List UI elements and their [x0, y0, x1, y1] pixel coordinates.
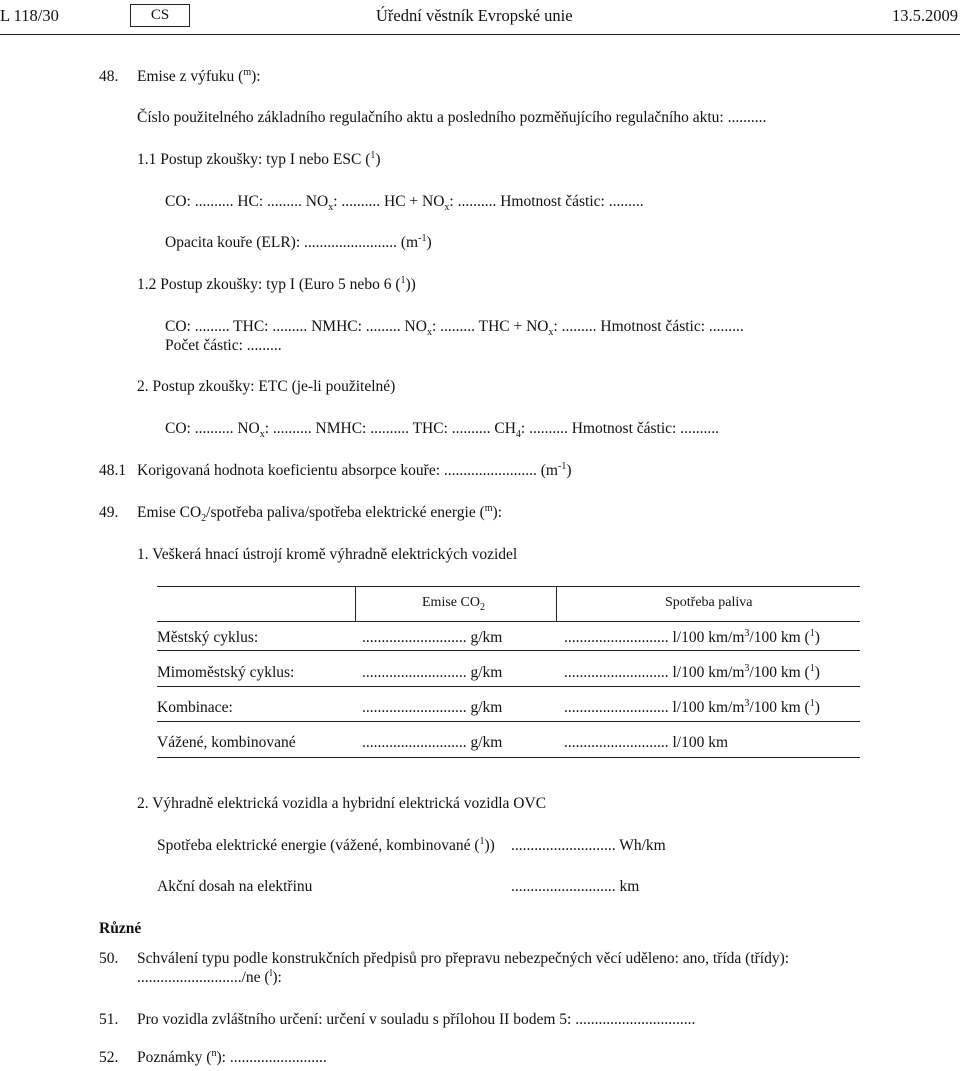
table-bottom-rule — [157, 757, 860, 758]
table-row-rule — [157, 650, 860, 651]
table-row-rule — [157, 721, 860, 722]
row-urban-co2: ........................... g/km — [362, 629, 503, 646]
section-48-1-number: 48.1 — [99, 462, 127, 479]
row-weighted-fuel: ........................... l/100 km — [564, 734, 729, 751]
section-50-line-2: .........................../ne ($^l$): — [137, 967, 282, 986]
table-head-rule — [157, 621, 860, 622]
test-1-2-values: CO: ......... THC: ......... NMHC: ......... $NO_x$: ......... THC + $NO_x$: ......... Hmotnost částic: ......... — [165, 318, 744, 339]
regulation-act-line: Číslo použitelného základního regulačního aktu a posledního pozměňujícího regulačního aktu: .......... — [137, 109, 767, 126]
subsection-49-2: 2. Výhradně elektrická vozidla a hybridní elektrická vozidla OVC — [137, 795, 547, 812]
row-label-weighted: Vážené, kombinované — [157, 734, 296, 751]
section-49-title: Emise $CO_2$/spotřeba paliva/spotřeba elektrické energie ($^m$): — [137, 502, 502, 525]
table-col-divider-2 — [556, 586, 557, 621]
section-52-text: Poznámky ($^n$): ......................... — [137, 1047, 327, 1066]
electric-consumption-value: ........................... Wh/km — [511, 837, 666, 854]
row-urban-fuel: ........................... l/100 $km/m^3/100$ km ($^1$) — [564, 627, 820, 646]
section-50-number: 50. — [99, 950, 119, 967]
section-51-text: Pro vozidla zvláštního určení: určení v souladu s přílohou II bodem 5: ............................... — [137, 1011, 696, 1028]
row-combined-fuel: ........................... l/100 $km/m^3/100$ km ($^1$) — [564, 697, 820, 716]
row-extra-urban-fuel: ........................... l/100 $km/m^3/100$ km ($^1$) — [564, 662, 820, 681]
subsection-49-1: 1. Veškerá hnací ústrojí kromě výhradně elektrických vozidel — [137, 546, 518, 563]
row-weighted-co2: ........................... g/km — [362, 734, 503, 751]
table-top-rule — [157, 586, 860, 587]
misc-heading: Různé — [99, 920, 142, 937]
row-extra-urban-co2: ........................... g/km — [362, 664, 503, 681]
row-label-combined: Kombinace: — [157, 699, 233, 716]
page-reference: L 118/30 — [0, 6, 59, 25]
electric-consumption-label: Spotřeba elektrické energie (vážené, kombinované ($^1$)) — [157, 835, 495, 854]
table-row-rule — [157, 686, 860, 687]
section-48-title: Emise z výfuku ($^m$): — [137, 66, 261, 85]
page-header — [0, 0, 960, 35]
test-1-1-values: CO: .......... HC: ......... $NO_x$: .......... HC + $NO_x$: .......... Hmotnost částic: ......... — [165, 193, 644, 214]
table-col-divider-1 — [355, 586, 356, 621]
electric-range-label: Akční dosah na elektřinu — [157, 878, 313, 895]
test-procedure-1-1-title: 1.1 Postup zkoušky: typ I nebo ESC ($^1$) — [137, 149, 381, 168]
language-code-box: CS — [130, 4, 190, 27]
electric-range-value: ........................... km — [511, 878, 640, 895]
test-2-values: CO: .......... $NO_x$: .......... NMHC: .......... THC: .......... $CH_4$: .......... Hmotnost částic: .......... — [165, 420, 719, 441]
col-head-fuel: Spotřeba paliva — [665, 595, 753, 610]
row-combined-co2: ........................... g/km — [362, 699, 503, 716]
section-48-number: 48. — [99, 68, 119, 85]
section-51-number: 51. — [99, 1011, 119, 1028]
test-procedure-1-2-title: 1.2 Postup zkoušky: typ I (Euro 5 nebo 6 ($^1$)) — [137, 274, 416, 293]
col-head-co2: Emise $CO_2$ — [422, 595, 485, 613]
section-52-number: 52. — [99, 1049, 119, 1066]
row-label-extra-urban: Mimoměstský cyklus: — [157, 664, 295, 681]
publication-date: 13.5.2009 — [892, 6, 958, 25]
test-procedure-2-title: 2. Postup zkoušky: ETC (je-li použitelné) — [137, 378, 396, 395]
particle-count-line: Počet částic: ......... — [165, 337, 282, 354]
row-label-urban: Městský cyklus: — [157, 629, 259, 646]
corrected-absorption-line: Korigovaná hodnota koeficientu absorpce kouře: ........................ $(m^{-1})$ — [137, 460, 572, 479]
section-49-number: 49. — [99, 504, 119, 521]
journal-title: Úřední věstník Evropské unie — [376, 6, 573, 25]
section-50-text: Schválení typu podle konstrukčních předpisů pro přepravu nebezpečných věcí uděleno: ano, třída (třídy): — [137, 950, 790, 967]
smoke-opacity-line: Opacita kouře (ELR): ........................ $(m^{-1})$ — [165, 232, 432, 251]
